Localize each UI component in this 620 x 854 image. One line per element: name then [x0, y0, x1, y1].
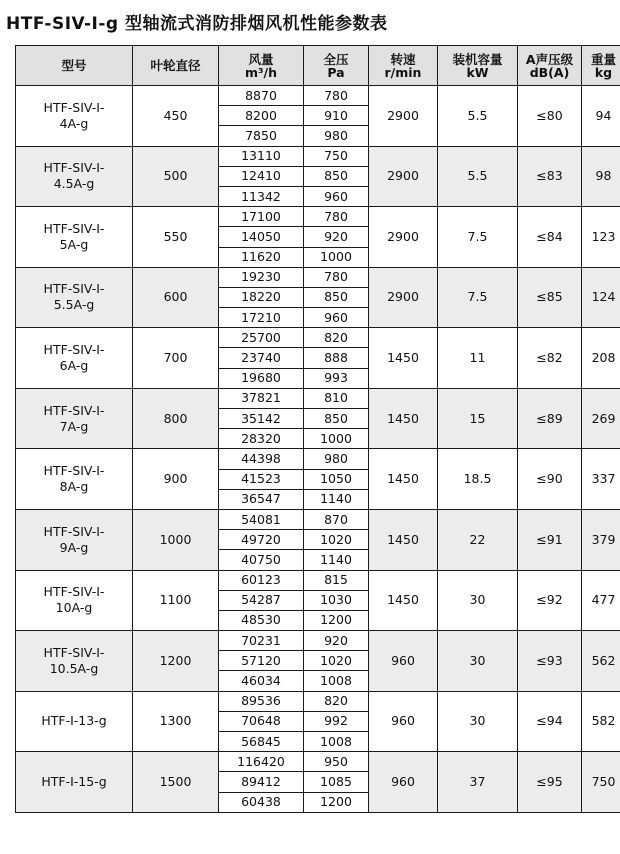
noise-cell: ≤80 — [518, 86, 582, 147]
model-line: HTF-SIV-I- — [43, 160, 105, 176]
table-row — [16, 86, 620, 106]
model-line: HTF-I-13-g — [41, 713, 107, 729]
flow-cell: 17210 — [219, 308, 304, 328]
flow-cell: 116420 — [219, 752, 304, 772]
speed-cell: 960 — [369, 691, 438, 752]
pressure-cell: 850 — [304, 287, 369, 307]
header-label: 转速 — [390, 51, 416, 67]
speed-cell: 2900 — [369, 267, 438, 328]
table-row — [16, 449, 620, 469]
diameter-cell: 900 — [133, 449, 219, 510]
model-cell — [16, 691, 133, 752]
pressure-cell: 810 — [304, 388, 369, 408]
header-unit: dB(A) — [529, 64, 570, 80]
flow-cell: 89412 — [219, 772, 304, 792]
power-cell: 30 — [438, 631, 518, 692]
flow-cell: 25700 — [219, 328, 304, 348]
pressure-cell: 920 — [304, 631, 369, 651]
pressure-cell: 950 — [304, 752, 369, 772]
pressure-cell: 780 — [304, 207, 369, 227]
weight-cell: 269 — [582, 388, 620, 449]
model-line: HTF-I-15-g — [41, 773, 107, 789]
diameter-cell: 500 — [133, 146, 219, 207]
flow-cell: 70648 — [219, 711, 304, 731]
flow-cell: 18220 — [219, 287, 304, 307]
noise-cell: ≤89 — [518, 388, 582, 449]
model-cell — [16, 570, 133, 631]
col-header-noise — [518, 46, 582, 86]
header-label: 全压 — [323, 51, 349, 67]
speed-cell: 1450 — [369, 449, 438, 510]
pressure-cell: 820 — [304, 328, 369, 348]
power-cell: 22 — [438, 509, 518, 570]
model-line: HTF-SIV-I- — [43, 644, 105, 660]
noise-cell: ≤84 — [518, 207, 582, 268]
noise-cell: ≤83 — [518, 146, 582, 207]
model-cell — [16, 86, 133, 147]
power-cell: 7.5 — [438, 207, 518, 268]
flow-cell: 7850 — [219, 126, 304, 146]
table-row — [16, 509, 620, 529]
pressure-cell: 910 — [304, 106, 369, 126]
speed-cell: 960 — [369, 631, 438, 692]
noise-cell: ≤85 — [518, 267, 582, 328]
speed-cell: 1450 — [369, 570, 438, 631]
table-row — [16, 207, 620, 227]
pressure-cell: 980 — [304, 126, 369, 146]
flow-cell: 60438 — [219, 792, 304, 812]
flow-cell: 60123 — [219, 570, 304, 590]
speed-cell: 2900 — [369, 86, 438, 147]
header-unit: m³/h — [245, 64, 277, 80]
col-header-weight — [582, 46, 620, 86]
pressure-cell: 888 — [304, 348, 369, 368]
weight-cell: 477 — [582, 570, 620, 631]
pressure-cell: 960 — [304, 186, 369, 206]
model-line: 4.5A-g — [53, 176, 95, 192]
speed-cell: 960 — [369, 752, 438, 813]
speed-cell: 1450 — [369, 509, 438, 570]
model-line: HTF-SIV-I- — [43, 281, 105, 297]
flow-cell: 35142 — [219, 409, 304, 429]
diameter-cell: 450 — [133, 86, 219, 147]
header-label: 叶轮直径 — [150, 58, 201, 73]
flow-cell: 11342 — [219, 186, 304, 206]
model-cell — [16, 752, 133, 813]
diameter-cell: 1300 — [133, 691, 219, 752]
pressure-cell: 1008 — [304, 732, 369, 752]
flow-cell: 57120 — [219, 651, 304, 671]
weight-cell: 750 — [582, 752, 620, 813]
pressure-cell: 870 — [304, 509, 369, 529]
noise-cell: ≤95 — [518, 752, 582, 813]
model-cell — [16, 509, 133, 570]
table-body — [16, 86, 620, 813]
flow-cell: 41523 — [219, 469, 304, 489]
pressure-cell: 780 — [304, 267, 369, 287]
table-row — [16, 691, 620, 711]
pressure-cell: 1008 — [304, 671, 369, 691]
flow-cell: 14050 — [219, 227, 304, 247]
flow-cell: 19680 — [219, 368, 304, 388]
diameter-cell: 1100 — [133, 570, 219, 631]
header-label: 风量 — [248, 51, 274, 67]
noise-cell: ≤91 — [518, 509, 582, 570]
model-line: 4A-g — [59, 115, 89, 131]
flow-cell: 11620 — [219, 247, 304, 267]
col-header-flow — [219, 46, 304, 86]
weight-cell: 123 — [582, 207, 620, 268]
weight-cell: 562 — [582, 631, 620, 692]
weight-cell: 582 — [582, 691, 620, 752]
power-cell: 15 — [438, 388, 518, 449]
model-line: HTF-SIV-I- — [43, 220, 105, 236]
noise-cell: ≤94 — [518, 691, 582, 752]
model-cell — [16, 449, 133, 510]
model-line: 10A-g — [55, 600, 93, 616]
diameter-cell: 1500 — [133, 752, 219, 813]
speed-cell: 2900 — [369, 207, 438, 268]
pressure-cell: 993 — [304, 368, 369, 388]
pressure-cell: 992 — [304, 711, 369, 731]
header-unit: r/min — [384, 64, 422, 80]
header-unit: kg — [594, 64, 613, 80]
flow-cell: 70231 — [219, 631, 304, 651]
power-cell: 5.5 — [438, 86, 518, 147]
col-header-power — [438, 46, 518, 86]
weight-cell: 94 — [582, 86, 620, 147]
col-header-model — [16, 46, 133, 86]
fan-spec-table — [15, 45, 620, 813]
flow-cell: 44398 — [219, 449, 304, 469]
weight-cell: 98 — [582, 146, 620, 207]
header-label: A声压级 — [525, 51, 574, 67]
pressure-cell: 850 — [304, 409, 369, 429]
flow-cell: 17100 — [219, 207, 304, 227]
model-line: 5.5A-g — [53, 297, 95, 313]
header-unit: Pa — [327, 64, 345, 80]
pressure-cell: 1030 — [304, 590, 369, 610]
pressure-cell: 1050 — [304, 469, 369, 489]
pressure-cell: 1140 — [304, 550, 369, 570]
model-line: 6A-g — [59, 358, 89, 374]
power-cell: 7.5 — [438, 267, 518, 328]
header-label: 重量 — [590, 51, 616, 67]
model-line: HTF-SIV-I- — [43, 523, 105, 539]
pressure-cell: 1000 — [304, 429, 369, 449]
model-cell — [16, 146, 133, 207]
header-label: 型号 — [61, 58, 87, 73]
power-cell: 5.5 — [438, 146, 518, 207]
power-cell: 11 — [438, 328, 518, 389]
speed-cell: 1450 — [369, 328, 438, 389]
pressure-cell: 850 — [304, 166, 369, 186]
model-cell — [16, 328, 133, 389]
flow-cell: 54287 — [219, 590, 304, 610]
diameter-cell: 600 — [133, 267, 219, 328]
speed-cell: 2900 — [369, 146, 438, 207]
pressure-cell: 1140 — [304, 489, 369, 509]
diameter-cell: 700 — [133, 328, 219, 389]
table-row — [16, 388, 620, 408]
pressure-cell: 1000 — [304, 247, 369, 267]
flow-cell: 40750 — [219, 550, 304, 570]
noise-cell: ≤92 — [518, 570, 582, 631]
flow-cell: 8200 — [219, 106, 304, 126]
flow-cell: 8870 — [219, 86, 304, 106]
table-row — [16, 631, 620, 651]
header-label: 装机容量 — [452, 51, 503, 67]
flow-cell: 48530 — [219, 610, 304, 630]
pressure-cell: 780 — [304, 86, 369, 106]
flow-cell: 56845 — [219, 732, 304, 752]
noise-cell: ≤82 — [518, 328, 582, 389]
model-line: HTF-SIV-I- — [43, 99, 105, 115]
pressure-cell: 1200 — [304, 792, 369, 812]
model-line: 8A-g — [59, 479, 89, 495]
header-unit: kW — [466, 64, 489, 80]
model-line: 10.5A-g — [49, 660, 99, 676]
weight-cell: 208 — [582, 328, 620, 389]
model-cell — [16, 388, 133, 449]
noise-cell: ≤93 — [518, 631, 582, 692]
noise-cell: ≤90 — [518, 449, 582, 510]
flow-cell: 89536 — [219, 691, 304, 711]
flow-cell: 28320 — [219, 429, 304, 449]
table-row — [16, 570, 620, 590]
col-header-diameter — [133, 46, 219, 86]
diameter-cell: 1200 — [133, 631, 219, 692]
weight-cell: 124 — [582, 267, 620, 328]
flow-cell: 23740 — [219, 348, 304, 368]
power-cell: 18.5 — [438, 449, 518, 510]
model-line: 5A-g — [59, 236, 89, 252]
speed-cell: 1450 — [369, 388, 438, 449]
col-header-speed — [369, 46, 438, 86]
model-cell — [16, 267, 133, 328]
table-row — [16, 328, 620, 348]
pressure-cell: 920 — [304, 227, 369, 247]
pressure-cell: 1085 — [304, 772, 369, 792]
table-row — [16, 146, 620, 166]
table-row — [16, 752, 620, 772]
pressure-cell: 815 — [304, 570, 369, 590]
flow-cell: 49720 — [219, 530, 304, 550]
diameter-cell: 550 — [133, 207, 219, 268]
flow-cell: 19230 — [219, 267, 304, 287]
model-line: HTF-SIV-I- — [43, 584, 105, 600]
pressure-cell: 1020 — [304, 530, 369, 550]
flow-cell: 46034 — [219, 671, 304, 691]
power-cell: 30 — [438, 570, 518, 631]
model-line: 7A-g — [59, 418, 89, 434]
pressure-cell: 1020 — [304, 651, 369, 671]
flow-cell: 13110 — [219, 146, 304, 166]
flow-cell: 37821 — [219, 388, 304, 408]
pressure-cell: 750 — [304, 146, 369, 166]
flow-cell: 54081 — [219, 509, 304, 529]
model-line: HTF-SIV-I- — [43, 402, 105, 418]
model-line: HTF-SIV-I- — [43, 342, 105, 358]
col-header-pressure — [304, 46, 369, 86]
model-line: 9A-g — [59, 539, 89, 555]
model-cell — [16, 207, 133, 268]
pressure-cell: 1200 — [304, 610, 369, 630]
flow-cell: 36547 — [219, 489, 304, 509]
power-cell: 37 — [438, 752, 518, 813]
pressure-cell: 820 — [304, 691, 369, 711]
model-cell — [16, 631, 133, 692]
weight-cell: 337 — [582, 449, 620, 510]
model-line: HTF-SIV-I- — [43, 463, 105, 479]
page-title: HTF-SIV-I-g 型轴流式消防排烟风机性能参数表 — [6, 14, 388, 34]
diameter-cell: 800 — [133, 388, 219, 449]
table-header-row — [16, 46, 620, 86]
pressure-cell: 960 — [304, 308, 369, 328]
table-row — [16, 267, 620, 287]
weight-cell: 379 — [582, 509, 620, 570]
pressure-cell: 980 — [304, 449, 369, 469]
diameter-cell: 1000 — [133, 509, 219, 570]
flow-cell: 12410 — [219, 166, 304, 186]
power-cell: 30 — [438, 691, 518, 752]
